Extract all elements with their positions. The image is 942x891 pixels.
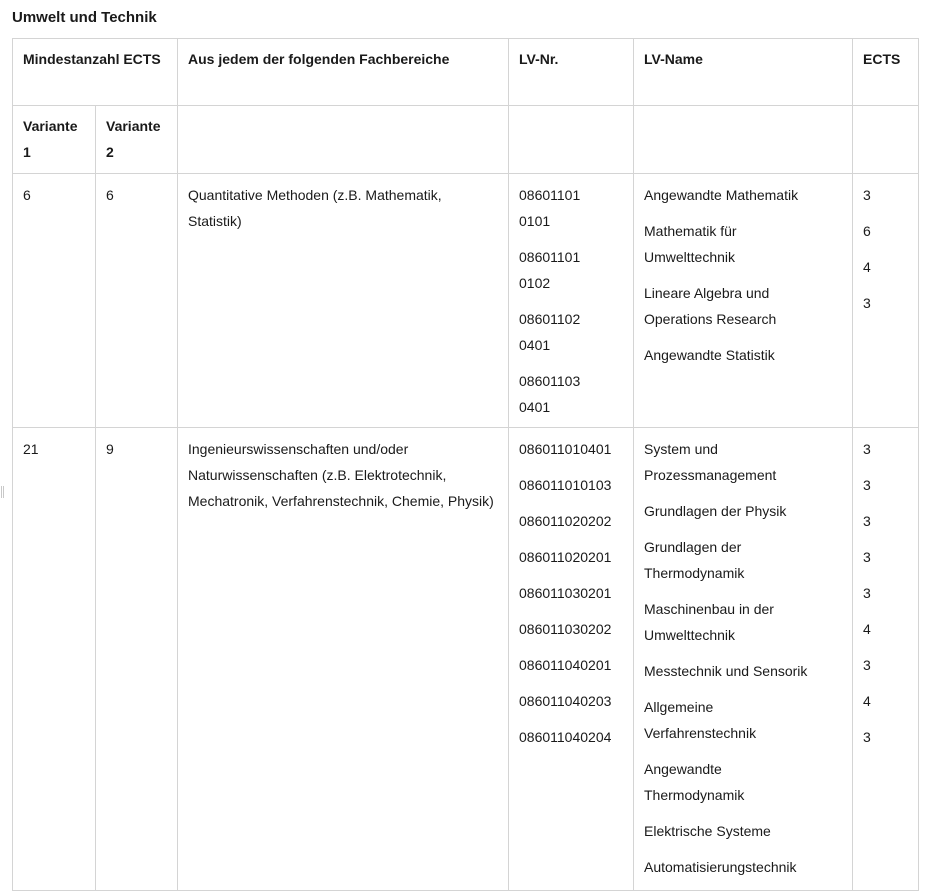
lv-nr: 086011030201 <box>519 585 612 601</box>
ects-list <box>863 182 908 316</box>
lv-nr: 086011010101 <box>519 187 581 229</box>
lv-nr: 086011040204 <box>519 729 612 745</box>
variante-2-value: 9 <box>96 428 178 891</box>
lv-name-cell <box>634 428 853 891</box>
lv-nr: 086011030202 <box>519 621 612 637</box>
ects-cell <box>853 428 919 891</box>
header-ects: ECTS <box>853 39 919 106</box>
lv-name: Mathematik für Umwelttechnik <box>644 223 737 265</box>
lv-name: Automatisierungstechnik <box>644 859 797 875</box>
ects-cell <box>853 174 919 428</box>
lv-name: Lineare Algebra und Operations Research <box>644 285 777 327</box>
ects-value: 3 <box>863 549 871 565</box>
ects-value: 3 <box>863 477 871 493</box>
fachbereich-cell: Quantitative Methoden (z.B. Mathematik, Statistik) <box>178 174 509 428</box>
lv-name: Allgemeine Verfahrenstechnik <box>644 699 757 741</box>
table-row <box>13 174 919 428</box>
curriculum-table <box>12 38 919 891</box>
ects-list <box>863 436 908 750</box>
ects-value: 3 <box>863 657 871 673</box>
ects-value: 3 <box>863 441 871 457</box>
header-lv-nr: LV-Nr. <box>509 39 634 106</box>
header-min-ects: Mindestanzahl ECTS <box>13 39 178 106</box>
ects-value: 4 <box>863 259 871 275</box>
ects-value: 4 <box>863 621 871 637</box>
empty-cell <box>509 106 634 174</box>
header-fachbereiche: Aus jedem der folgenden Fachbereiche <box>178 39 509 106</box>
lv-name: Maschinenbau in der Umwelttechnik <box>644 601 774 643</box>
lv-nr: 086011020202 <box>519 513 612 529</box>
variante-1-value: 21 <box>13 428 96 891</box>
empty-cell <box>634 106 853 174</box>
lv-nr: 086011010103 <box>519 477 612 493</box>
ects-value: 3 <box>863 187 871 203</box>
ects-value: 4 <box>863 693 871 709</box>
lv-name: System und Prozessmanagement <box>644 441 777 483</box>
lv-nr: 086011020401 <box>519 311 581 353</box>
lv-nr: 086011030401 <box>519 373 581 415</box>
resize-handle[interactable] <box>1 486 4 498</box>
lv-nr: 086011010102 <box>519 249 581 291</box>
variante-1-value: 6 <box>13 174 96 428</box>
lv-name-cell <box>634 174 853 428</box>
lv-nr-cell <box>509 428 634 891</box>
empty-cell <box>853 106 919 174</box>
lv-name: Grundlagen der Physik <box>644 503 787 519</box>
lv-name: Messtechnik und Sensorik <box>644 663 808 679</box>
ects-value: 3 <box>863 513 871 529</box>
table-row <box>13 428 919 891</box>
section-title: Umwelt und Technik <box>12 9 157 26</box>
lv-nr: 086011040201 <box>519 657 612 673</box>
subheader-row <box>13 106 919 174</box>
lv-nr-list <box>519 436 623 750</box>
lv-nr: 086011010401 <box>519 441 612 457</box>
fachbereich-cell: Ingenieurswissenschaften und/oder Naturwissenschaften (z.B. Elektrotechnik, Mechatronik, Verfahrenstechnik, Chemie, Physik) <box>178 428 509 891</box>
lv-name: Angewandte Mathematik <box>644 187 799 203</box>
lv-nr: 086011020201 <box>519 549 612 565</box>
ects-value: 3 <box>863 585 871 601</box>
empty-cell <box>178 106 509 174</box>
lv-name-list <box>644 182 842 368</box>
header-variante-1: Variante 1 <box>13 106 96 174</box>
lv-name: Angewandte Statistik <box>644 347 775 363</box>
ects-value: 3 <box>863 295 871 311</box>
header-row <box>13 39 919 106</box>
lv-name-list <box>644 436 842 880</box>
lv-nr: 086011040203 <box>519 693 612 709</box>
ects-value: 6 <box>863 223 871 239</box>
lv-nr-list <box>519 182 623 420</box>
variante-2-value: 6 <box>96 174 178 428</box>
header-lv-name: LV-Name <box>634 39 853 106</box>
lv-name: Grundlagen der Thermodynamik <box>644 539 745 581</box>
lv-name: Angewandte Thermodynamik <box>644 761 745 803</box>
header-variante-2: Variante 2 <box>96 106 178 174</box>
lv-nr-cell <box>509 174 634 428</box>
ects-value: 3 <box>863 729 871 745</box>
lv-name: Elektrische Systeme <box>644 823 771 839</box>
